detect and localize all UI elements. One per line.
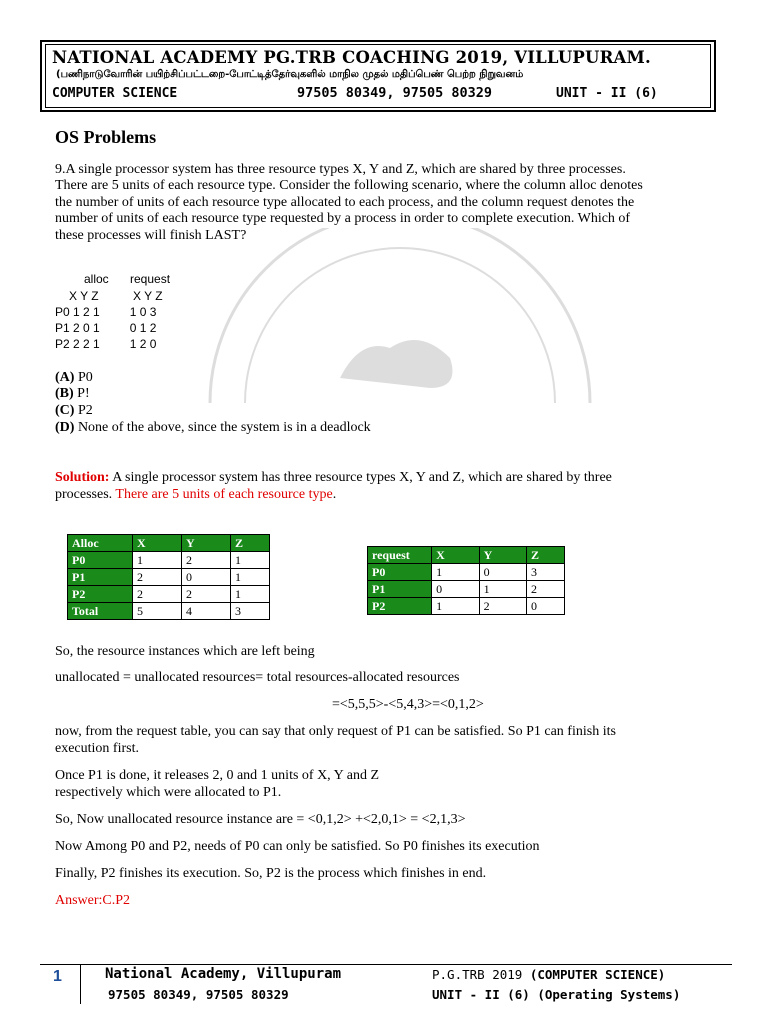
alloc-header-cell: Alloc <box>68 535 133 552</box>
scenario-alloc-header: alloc <box>84 272 109 286</box>
request-cell: 1 <box>432 598 479 615</box>
body-text: Now Among P0 and P2, needs of P0 can only be satisfied. So P0 finishes its execution <box>55 839 540 854</box>
body-text: respectively which were allocated to P1. <box>55 785 282 800</box>
footer-exam: P.G.TRB 2019 (COMPUTER SCIENCE) <box>432 967 666 982</box>
alloc-header-cell: Y <box>182 535 231 552</box>
table-row <box>68 569 270 586</box>
alloc-table-header <box>68 535 270 552</box>
request-header-cell: Z <box>527 547 565 564</box>
page-heading: OS Problems <box>55 127 157 147</box>
alloc-cell: 1 <box>133 552 182 569</box>
alloc-row-label: P1 <box>68 569 133 586</box>
alloc-row-label: P2 <box>68 586 133 603</box>
option-b: (B) P! <box>55 386 90 401</box>
header-phones: 97505 80349, 97505 80329 <box>297 85 493 101</box>
option-a: (A) P0 <box>55 370 93 385</box>
table-row <box>368 564 565 581</box>
request-cell: 3 <box>527 564 565 581</box>
page-number: 1 <box>53 968 62 985</box>
request-row-label: P0 <box>368 564 432 581</box>
answer-text: Answer:C.P2 <box>55 893 131 908</box>
alloc-cell: 2 <box>182 586 231 603</box>
solution-line-2: processes. There are 5 units of each resource type. <box>55 487 337 502</box>
alloc-cell: 2 <box>182 552 231 569</box>
body-text: Once P1 is done, it releases 2, 0 and 1 units of X, Y and Z <box>55 768 380 783</box>
request-cell: 2 <box>527 581 565 598</box>
alloc-cell: 1 <box>231 552 270 569</box>
footer-org: National Academy, Villupuram <box>105 966 342 982</box>
header-subtitle: (பணிநாடுவோரின் பயிற்சிப்பட்டறை-போட்டித்தேர்வுகளில் மாநில முதல் மதிப்பெண் பெற்ற நிறுவனம் <box>56 69 524 80</box>
request-cell: 0 <box>479 564 526 581</box>
header-unit: UNIT - II (6) <box>556 86 658 101</box>
alloc-cell: 3 <box>231 603 270 620</box>
question-line-2: There are 5 units of each resource type. Consider the following scenario, where the column alloc denotes <box>55 178 643 193</box>
table-row <box>368 598 565 615</box>
request-cell: 1 <box>432 564 479 581</box>
request-header-cell: X <box>432 547 479 564</box>
request-row-label: P2 <box>368 598 432 615</box>
body-text: execution first. <box>55 741 139 756</box>
request-table <box>367 546 565 615</box>
alloc-cell: 5 <box>133 603 182 620</box>
footer-unit: UNIT - II (6) (Operating Systems) <box>432 987 681 1002</box>
alloc-cell: 1 <box>231 569 270 586</box>
scenario-row-p2: P2 2 2 1 1 2 0 <box>55 337 157 351</box>
body-text: unallocated = unallocated resources= total resources-allocated resources <box>55 670 460 685</box>
footer-page-divider <box>80 964 81 1004</box>
alloc-row-label: Total <box>68 603 133 620</box>
body-text: Finally, P2 finishes its execution. So, P2 is the process which finishes in end. <box>55 866 487 881</box>
question-line-5: these processes will finish LAST? <box>55 228 247 243</box>
solution-line-1: Solution: A single processor system has three resource types X, Y and Z, which are shared by three <box>55 470 612 485</box>
scenario-request-header: request <box>130 272 171 286</box>
alloc-header-cell: Z <box>231 535 270 552</box>
header-title: NATIONAL ACADEMY PG.TRB COACHING 2019, VILLUPURAM. <box>52 48 651 67</box>
request-cell: 0 <box>527 598 565 615</box>
body-formula: =<5,5,5>-<5,4,3>=<0,1,2> <box>332 697 484 712</box>
body-text: So, the resource instances which are left being <box>55 644 315 659</box>
scenario-row-p1: P1 2 0 1 0 1 2 <box>55 321 157 335</box>
alloc-cell: 2 <box>133 586 182 603</box>
request-cell: 1 <box>479 581 526 598</box>
request-row-label: P1 <box>368 581 432 598</box>
request-cell: 2 <box>479 598 526 615</box>
scenario-row-p0: P0 1 2 1 1 0 3 <box>55 305 157 319</box>
request-header-cell: Y <box>479 547 526 564</box>
table-row <box>368 581 565 598</box>
scenario-alloc-subheader: X Y Z <box>69 289 99 303</box>
footer-phones: 97505 80349, 97505 80329 <box>108 987 289 1002</box>
alloc-header-cell: X <box>133 535 182 552</box>
alloc-cell: 2 <box>133 569 182 586</box>
table-row <box>68 603 270 620</box>
table-row <box>68 586 270 603</box>
request-table-header <box>368 547 565 564</box>
question-line-3: the number of units of each resource type allocated to each process, and the column request denotes the <box>55 195 635 210</box>
scenario-request-subheader: X Y Z <box>133 289 163 303</box>
question-line-4: number of units of each resource type requested by a process in order to complete execution. Which of <box>55 211 631 226</box>
request-cell: 0 <box>432 581 479 598</box>
alloc-cell: 0 <box>182 569 231 586</box>
table-row <box>68 552 270 569</box>
header-subject: COMPUTER SCIENCE <box>52 86 178 101</box>
request-header-cell: request <box>368 547 432 564</box>
option-d: (D) None of the above, since the system is in a deadlock <box>55 420 371 435</box>
option-c: (C) P2 <box>55 403 93 418</box>
alloc-cell: 4 <box>182 603 231 620</box>
footer-divider <box>40 964 732 965</box>
body-text: So, Now unallocated resource instance are = <0,1,2> +<2,0,1> = <2,1,3> <box>55 812 466 827</box>
alloc-cell: 1 <box>231 586 270 603</box>
alloc-row-label: P0 <box>68 552 133 569</box>
alloc-table <box>67 534 270 620</box>
body-text: now, from the request table, you can say that only request of P1 can be satisfied. So P1 can finish its <box>55 724 616 739</box>
question-line-1: 9.A single processor system has three resource types X, Y and Z, which are shared by three processes. <box>55 162 626 177</box>
